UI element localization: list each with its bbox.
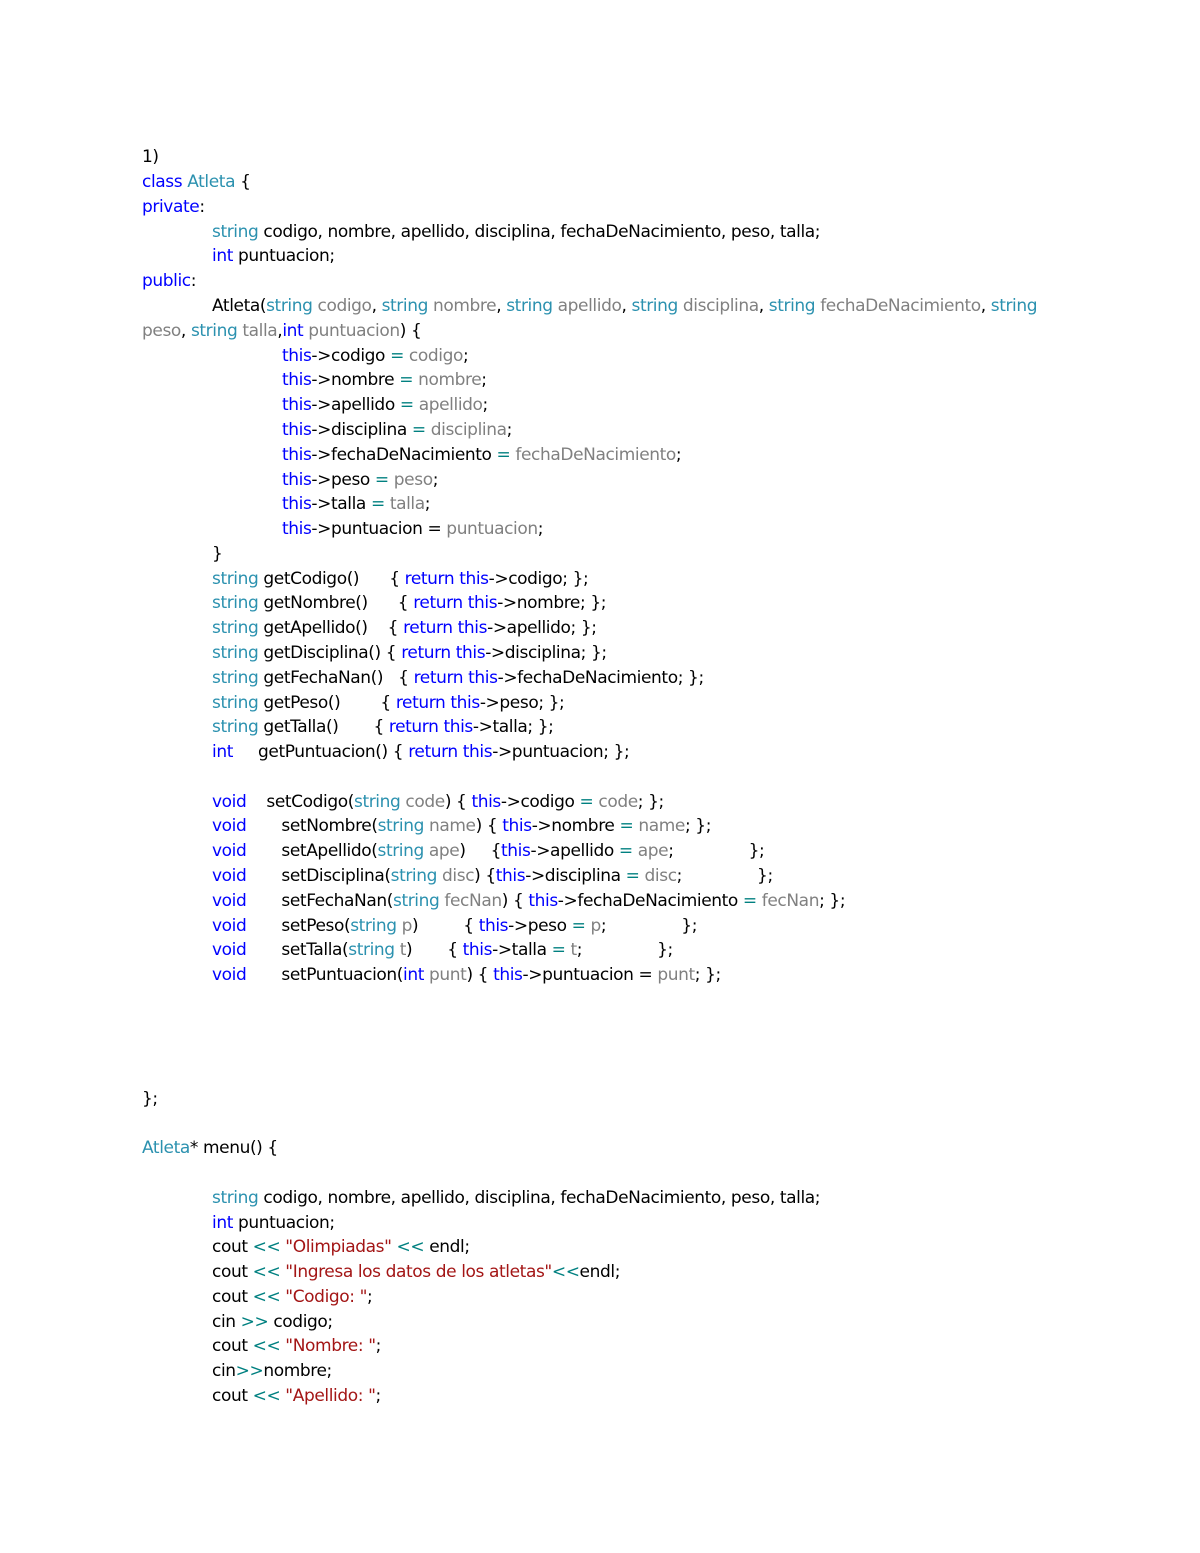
code-token: ->apellido; }; bbox=[487, 618, 597, 638]
code-token: getNombre() { bbox=[258, 593, 414, 613]
code-token: ->nombre bbox=[531, 816, 620, 836]
code-token: ->peso; }; bbox=[479, 693, 565, 713]
code-token: ->nombre; }; bbox=[497, 593, 607, 613]
code-token: disc bbox=[644, 866, 677, 886]
code-token: disciplina bbox=[677, 296, 759, 316]
code-token: ->codigo bbox=[500, 792, 580, 812]
code-token: int bbox=[403, 965, 425, 985]
code-line bbox=[212, 618, 597, 638]
code-token: apellido bbox=[552, 296, 622, 316]
code-token: cout bbox=[212, 1262, 253, 1282]
code-token: ) { bbox=[444, 792, 472, 812]
code-token: string bbox=[631, 296, 678, 316]
code-token: ape bbox=[423, 841, 460, 861]
code-line bbox=[212, 1237, 470, 1257]
code-token: return this bbox=[408, 742, 493, 762]
code-token: setFechaNan( bbox=[246, 891, 393, 911]
code-line bbox=[212, 792, 664, 812]
code-line bbox=[282, 395, 488, 415]
code-token: this bbox=[478, 916, 509, 936]
code-token: disc bbox=[437, 866, 475, 886]
code-token: << bbox=[551, 1262, 580, 1282]
code-token: ) { bbox=[474, 866, 496, 886]
code-token: p bbox=[396, 916, 413, 936]
code-line bbox=[212, 742, 629, 762]
code-token: string bbox=[377, 816, 424, 836]
code-line bbox=[212, 593, 606, 613]
code-token: nombre bbox=[418, 370, 482, 390]
code-line bbox=[142, 271, 196, 291]
code-token: getDisciplina() { bbox=[258, 643, 402, 663]
code-line bbox=[212, 569, 588, 589]
code-token: string bbox=[506, 296, 553, 316]
code-token: this bbox=[282, 346, 312, 366]
code-token: t bbox=[394, 940, 406, 960]
code-token: "Nombre: " bbox=[285, 1336, 376, 1356]
code-token: ; bbox=[462, 346, 469, 366]
code-token: ->talla bbox=[311, 494, 371, 514]
code-token: = bbox=[551, 940, 571, 960]
code-token: , bbox=[277, 321, 283, 341]
code-token: ; }; bbox=[637, 792, 664, 812]
code-line bbox=[212, 222, 820, 242]
code-token: void bbox=[212, 891, 247, 911]
code-token: ; }; bbox=[600, 916, 698, 936]
code-token: this bbox=[471, 792, 501, 812]
code-token: return this bbox=[413, 593, 498, 613]
code-token: = bbox=[370, 494, 390, 514]
code-token: ; bbox=[506, 420, 512, 440]
code-token: void bbox=[212, 841, 247, 861]
code-token: ; }; bbox=[676, 866, 773, 886]
code-line bbox=[282, 470, 438, 490]
code-line bbox=[212, 668, 704, 688]
code-line bbox=[142, 321, 421, 341]
code-token: punt bbox=[424, 965, 467, 985]
code-token: ) { bbox=[466, 965, 494, 985]
code-token: ->fechaDeNacimiento bbox=[557, 891, 743, 911]
code-token: string bbox=[381, 296, 428, 316]
code-token: string bbox=[266, 296, 313, 316]
code-token: ; bbox=[367, 1287, 373, 1307]
code-token: this bbox=[282, 420, 312, 440]
code-token: = bbox=[399, 395, 419, 415]
code-token: ->fechaDeNacimiento bbox=[311, 445, 497, 465]
code-token: void bbox=[212, 940, 247, 960]
code-token: codigo; bbox=[273, 1312, 333, 1332]
code-token: 1) bbox=[142, 147, 159, 167]
code-token: string bbox=[212, 222, 259, 242]
code-token: , bbox=[758, 296, 769, 316]
code-token: cin bbox=[212, 1312, 241, 1332]
code-token: "Olimpiadas" bbox=[285, 1237, 392, 1257]
code-line bbox=[282, 420, 512, 440]
code-token: ->apellido bbox=[530, 841, 619, 861]
code-token: p bbox=[590, 916, 601, 936]
code-token: this bbox=[282, 470, 312, 490]
code-token: , bbox=[496, 296, 507, 316]
code-token: codigo, nombre, apellido, disciplina, fechaDeNacimiento, peso, talla; bbox=[258, 1188, 821, 1208]
code-token: ) { bbox=[412, 916, 479, 936]
code-token: void bbox=[212, 816, 247, 836]
code-token: getPuntuacion() { bbox=[232, 742, 409, 762]
code-token: string bbox=[212, 693, 259, 713]
code-token: string bbox=[212, 618, 259, 638]
code-token: ; bbox=[424, 494, 431, 514]
code-token: ->disciplina; }; bbox=[485, 643, 607, 663]
code-line bbox=[212, 643, 607, 663]
code-token: ; bbox=[432, 470, 439, 490]
code-token: ; }; bbox=[668, 841, 765, 861]
code-token: this bbox=[462, 940, 493, 960]
code-token: this bbox=[528, 891, 558, 911]
code-token: this bbox=[502, 816, 532, 836]
code-token: return this bbox=[395, 693, 480, 713]
code-line bbox=[142, 1138, 278, 1158]
code-token: ) { bbox=[475, 816, 503, 836]
code-token: string bbox=[348, 940, 395, 960]
code-token: >> bbox=[235, 1361, 264, 1381]
code-token: string bbox=[212, 593, 259, 613]
code-token: peso bbox=[142, 321, 181, 341]
code-token: ) { bbox=[405, 940, 463, 960]
code-token: setApellido( bbox=[246, 841, 378, 861]
code-token: string bbox=[354, 792, 401, 812]
code-token: name bbox=[423, 816, 476, 836]
code-token: }; bbox=[142, 1089, 158, 1109]
code-token: puntuacion; bbox=[232, 246, 335, 266]
code-token: ->puntuacion = bbox=[311, 519, 447, 539]
code-token: name bbox=[638, 816, 685, 836]
code-token: puntuacion bbox=[446, 519, 538, 539]
code-token: : bbox=[190, 271, 197, 291]
code-token: setPuntuacion( bbox=[246, 965, 404, 985]
code-token: string bbox=[990, 296, 1038, 316]
code-line bbox=[212, 1361, 332, 1381]
code-token: ->codigo; }; bbox=[488, 569, 589, 589]
code-token: talla bbox=[389, 494, 425, 514]
code-token: this bbox=[282, 519, 312, 539]
code-line bbox=[212, 916, 697, 936]
code-token: setPeso( bbox=[246, 916, 351, 936]
code-line bbox=[212, 296, 1037, 316]
code-token: = bbox=[742, 891, 762, 911]
code-token: this bbox=[282, 395, 312, 415]
code-token: , bbox=[980, 296, 991, 316]
code-token: this bbox=[493, 965, 523, 985]
code-token: nombre; bbox=[263, 1361, 332, 1381]
code-token: ->fechaDeNacimiento; }; bbox=[497, 668, 704, 688]
code-token: << bbox=[252, 1386, 286, 1406]
code-token: nombre bbox=[427, 296, 497, 316]
code-token: = bbox=[399, 370, 419, 390]
code-token: ->nombre bbox=[311, 370, 400, 390]
code-token: this bbox=[501, 841, 531, 861]
code-token: ->apellido bbox=[311, 395, 400, 415]
code-line bbox=[282, 346, 468, 366]
code-token: string bbox=[212, 643, 259, 663]
code-token: getPeso() { bbox=[258, 693, 396, 713]
code-token: endl; bbox=[429, 1237, 470, 1257]
code-line bbox=[212, 891, 845, 911]
code-token: Atleta( bbox=[212, 296, 267, 316]
code-token: setNombre( bbox=[246, 816, 378, 836]
code-token: int bbox=[212, 1213, 233, 1233]
code-token: = bbox=[390, 346, 409, 366]
code-token: codigo bbox=[312, 296, 372, 316]
code-token: code bbox=[598, 792, 638, 812]
code-token: = bbox=[496, 445, 516, 465]
code-token: ->talla bbox=[492, 940, 552, 960]
code-token: Atleta bbox=[187, 172, 236, 192]
code-token: ->talla; }; bbox=[472, 717, 554, 737]
code-token: endl; bbox=[579, 1262, 621, 1282]
code-token: codigo, nombre, apellido, disciplina, fechaDeNacimiento, peso, talla; bbox=[258, 222, 821, 242]
code-token: int bbox=[212, 246, 233, 266]
code-token: ->codigo bbox=[311, 346, 391, 366]
code-line bbox=[142, 147, 159, 167]
code-line bbox=[212, 1213, 335, 1233]
code-token: ; bbox=[537, 519, 544, 539]
code-token: { bbox=[235, 172, 251, 192]
code-line bbox=[282, 445, 681, 465]
code-line bbox=[142, 172, 251, 192]
code-token: return this bbox=[388, 717, 473, 737]
code-token: = bbox=[571, 916, 591, 936]
code-token: setDisciplina( bbox=[246, 866, 391, 886]
code-token: string bbox=[393, 891, 440, 911]
code-token: ; bbox=[675, 445, 682, 465]
code-token: return this bbox=[403, 618, 488, 638]
code-token: void bbox=[212, 792, 247, 812]
code-token: string bbox=[212, 717, 259, 737]
code-token: ->disciplina bbox=[311, 420, 412, 440]
code-token: void bbox=[212, 916, 247, 936]
code-token: codigo bbox=[408, 346, 463, 366]
code-token: getApellido() { bbox=[258, 618, 404, 638]
code-line bbox=[212, 717, 554, 737]
code-line bbox=[212, 1262, 620, 1282]
code-token: = bbox=[579, 792, 599, 812]
code-line bbox=[212, 544, 222, 564]
code-token: cout bbox=[212, 1336, 253, 1356]
code-token: ; bbox=[375, 1336, 381, 1356]
code-token: string bbox=[212, 668, 259, 688]
code-token: class bbox=[142, 172, 188, 192]
code-line bbox=[282, 370, 487, 390]
code-token: punt bbox=[657, 965, 695, 985]
code-token: fechaDeNacimiento bbox=[515, 445, 676, 465]
code-line bbox=[212, 816, 711, 836]
code-token: this bbox=[282, 494, 312, 514]
code-token: return this bbox=[401, 643, 486, 663]
code-token: cout bbox=[212, 1386, 253, 1406]
code-token: talla bbox=[237, 321, 278, 341]
code-line bbox=[212, 246, 335, 266]
code-token: , bbox=[371, 296, 382, 316]
code-token: int bbox=[282, 321, 304, 341]
code-token: string bbox=[768, 296, 816, 316]
code-token: ; }; bbox=[694, 965, 721, 985]
code-line bbox=[282, 494, 430, 514]
code-token: ape bbox=[637, 841, 669, 861]
code-token: "Codigo: " bbox=[285, 1287, 368, 1307]
code-token: : bbox=[199, 197, 205, 217]
code-token: private bbox=[142, 197, 200, 217]
code-token: ; bbox=[375, 1386, 381, 1406]
code-token: ; }; bbox=[576, 940, 673, 960]
code-token: = bbox=[619, 816, 639, 836]
code-line bbox=[212, 841, 764, 861]
code-token: void bbox=[212, 965, 247, 985]
code-token: string bbox=[350, 916, 397, 936]
code-line bbox=[282, 519, 543, 539]
code-token: ; }; bbox=[819, 891, 846, 911]
code-token: ) { bbox=[399, 321, 422, 341]
code-line bbox=[212, 1312, 333, 1332]
code-token: string bbox=[212, 1188, 259, 1208]
code-line bbox=[212, 1386, 381, 1406]
code-token: << bbox=[252, 1287, 286, 1307]
code-token: code bbox=[400, 792, 445, 812]
code-token: ; bbox=[481, 370, 487, 390]
code-token: puntuacion bbox=[303, 321, 400, 341]
code-token: ->peso bbox=[311, 470, 375, 490]
code-line bbox=[212, 965, 721, 985]
code-token: << bbox=[252, 1262, 286, 1282]
code-token: setCodigo( bbox=[246, 792, 354, 812]
code-token: return this bbox=[404, 569, 489, 589]
code-token: = bbox=[625, 866, 645, 886]
code-token: puntuacion; bbox=[232, 1213, 335, 1233]
code-token: = bbox=[374, 470, 394, 490]
code-token: cout bbox=[212, 1287, 253, 1307]
code-token: ; }; bbox=[684, 816, 712, 836]
code-token: cin bbox=[212, 1361, 236, 1381]
code-line bbox=[212, 866, 773, 886]
code-token: this bbox=[495, 866, 526, 886]
code-token: ) { bbox=[459, 841, 502, 861]
code-line bbox=[212, 693, 564, 713]
code-token: ->disciplina bbox=[525, 866, 626, 886]
code-token: setTalla( bbox=[246, 940, 349, 960]
code-token: "Apellido: " bbox=[285, 1386, 376, 1406]
code-line bbox=[212, 1336, 381, 1356]
code-line bbox=[142, 1089, 158, 1109]
code-token: ; bbox=[482, 395, 488, 415]
code-token: fecNan bbox=[439, 891, 502, 911]
code-line bbox=[212, 1287, 372, 1307]
code-token: ->puntuacion; }; bbox=[492, 742, 630, 762]
code-line bbox=[212, 1188, 820, 1208]
code-token: = bbox=[411, 420, 431, 440]
code-token: , bbox=[180, 321, 191, 341]
code-token: getCodigo() { bbox=[258, 569, 405, 589]
code-token: public bbox=[142, 271, 191, 291]
code-token: getTalla() { bbox=[258, 717, 389, 737]
code-token: return this bbox=[413, 668, 498, 688]
code-token: void bbox=[212, 866, 247, 886]
code-token: = bbox=[618, 841, 638, 861]
code-token: apellido bbox=[418, 395, 483, 415]
code-token: << bbox=[391, 1237, 430, 1257]
code-token: string bbox=[377, 841, 424, 861]
code-token: >> bbox=[240, 1312, 274, 1332]
code-token: ->puntuacion = bbox=[522, 965, 658, 985]
code-token: fechaDeNacimiento bbox=[815, 296, 981, 316]
code-token: this bbox=[282, 445, 312, 465]
code-token: } bbox=[212, 544, 223, 564]
code-token: this bbox=[282, 370, 312, 390]
code-token: peso bbox=[393, 470, 433, 490]
code-token: Atleta bbox=[142, 1138, 190, 1158]
code-token: "Ingresa los datos de los atletas" bbox=[285, 1262, 552, 1282]
code-token: << bbox=[252, 1336, 286, 1356]
code-token: string bbox=[212, 569, 259, 589]
code-token: disciplina bbox=[430, 420, 507, 440]
code-token: int bbox=[212, 742, 233, 762]
code-token: t bbox=[570, 940, 577, 960]
code-line bbox=[212, 940, 673, 960]
code-token: string bbox=[390, 866, 438, 886]
code-token: getFechaNan() { bbox=[258, 668, 414, 688]
code-token: , bbox=[621, 296, 632, 316]
code-token: string bbox=[190, 321, 238, 341]
code-token: ) { bbox=[501, 891, 529, 911]
code-token: fecNan bbox=[761, 891, 820, 911]
code-token: << bbox=[252, 1237, 286, 1257]
code-token: * menu() { bbox=[189, 1138, 278, 1158]
code-token: cout bbox=[212, 1237, 253, 1257]
code-token: ->peso bbox=[508, 916, 572, 936]
code-line bbox=[142, 197, 205, 217]
